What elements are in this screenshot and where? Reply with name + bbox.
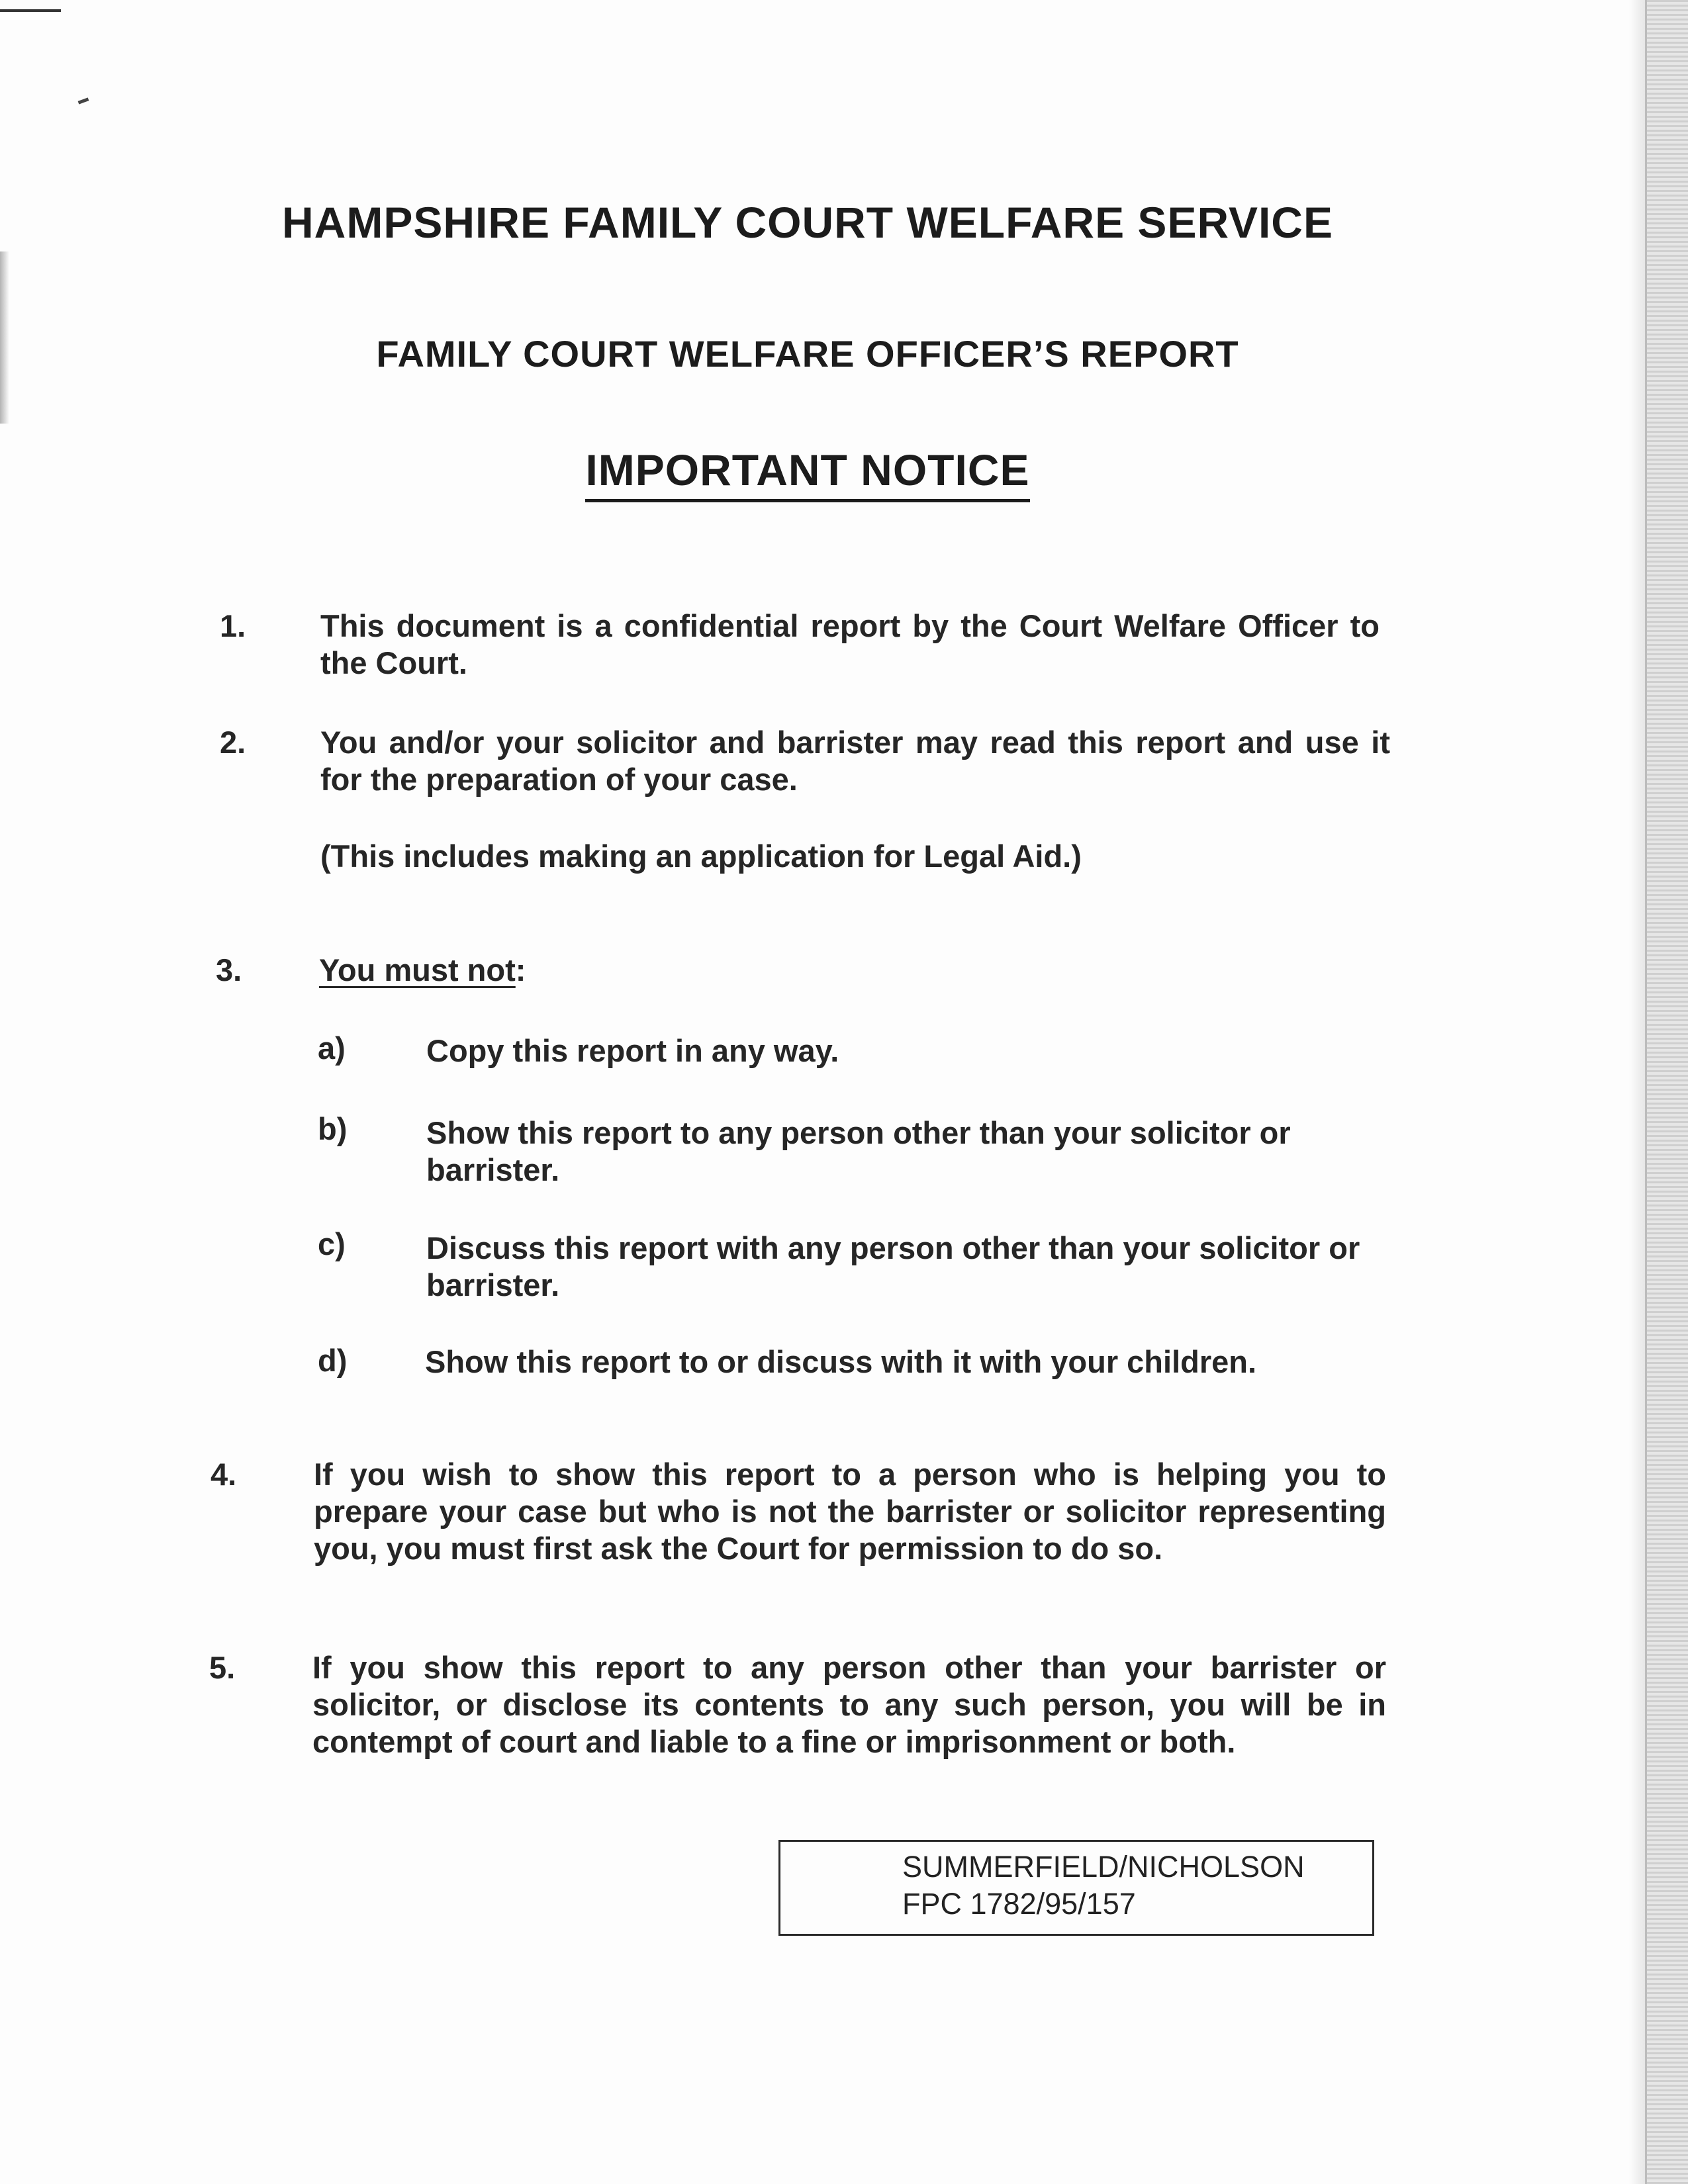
item-number: 1.: [220, 608, 246, 643]
case-number: FPC 1782/95/157: [902, 1887, 1136, 1921]
report-title: FAMILY COURT WELFARE OFFICER’S REPORT: [376, 333, 1239, 375]
case-reference-box: [778, 1840, 1374, 1936]
item-3-heading: [319, 952, 526, 989]
margin-mark: [0, 9, 61, 12]
subitem-d-text: Show this report to or discuss with it with your children.: [425, 1344, 1257, 1379]
item-5-text: If you show this report to any person other than your barrister or solicitor, or disclose its contents to any such person, you will be in contempt of court and liable to a fine or imprisonment or both.: [312, 1650, 1386, 1759]
item-number: 5.: [209, 1650, 236, 1685]
item-number: 3.: [216, 952, 242, 987]
notice-heading-text: IMPORTANT NOTICE: [585, 445, 1029, 502]
item-4-text: If you wish to show this report to a person who is helping you to prepare your case but who is not the barrister or solicitor representing you, you must first ask the Court for permission to do so.: [314, 1457, 1386, 1566]
item-number: 2.: [220, 725, 246, 760]
item-2-note: (This includes making an application for Legal Aid.): [320, 839, 1082, 874]
case-name: SUMMERFIELD/NICHOLSON: [902, 1850, 1305, 1884]
subitem-letter: d): [318, 1343, 348, 1378]
subitem-c-text: Discuss this report with any person other than your solicitor or barrister.: [426, 1230, 1360, 1302]
subitem-letter: b): [318, 1111, 348, 1146]
subitem-letter: c): [318, 1226, 346, 1261]
margin-mark: [78, 97, 89, 104]
item-number: 4.: [211, 1457, 237, 1492]
notice-heading: [0, 445, 1615, 502]
subitem-b-text: Show this report to any person other than your solicitor or barrister.: [426, 1115, 1291, 1187]
page-edge-shadow: [1629, 0, 1645, 2184]
subitem-letter: a): [318, 1030, 346, 1066]
heading-colon: :: [515, 952, 526, 987]
service-title: HAMPSHIRE FAMILY COURT WELFARE SERVICE: [282, 198, 1333, 247]
must-not-heading: You must not: [319, 952, 516, 987]
scanner-edge: [1645, 0, 1688, 2184]
item-1-text: This document is a confidential report by the Court Welfare Officer to the Court.: [320, 608, 1380, 680]
item-2-text: You and/or your solicitor and barrister may read this report and use it for the preparation of your case.: [320, 725, 1390, 797]
subitem-a-text: Copy this report in any way.: [426, 1033, 839, 1068]
